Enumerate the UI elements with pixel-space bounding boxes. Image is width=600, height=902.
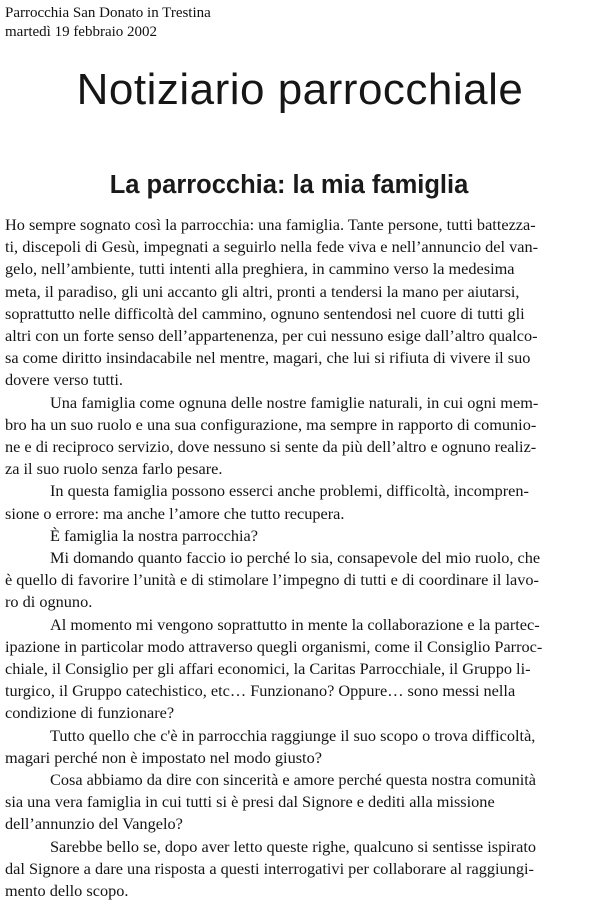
article-line: sa come diritto insindacabile nel mentre, magari, che lui si rifiuta di vivere il suo (5, 348, 531, 368)
article-line: soprattutto nelle difficoltà del cammino, ognuno sentendosi nel cuore di tutti gli (5, 303, 525, 323)
article-line: sia una vera famiglia in cui tutti si è presi dal Signore e dediti alla missione (5, 792, 495, 812)
article-title: La parrocchia: la mia famiglia (109, 171, 469, 199)
article-line: mento dello scopo. (5, 881, 129, 901)
article-line: È famiglia la nostra parrocchia? (50, 525, 258, 545)
article-line: Sarebbe bello se, dopo aver letto queste righe, qualcuno si sentisse ispirato (50, 836, 537, 856)
article-line: chiale, il Consiglio per gli affari economici, la Caritas Parrocchiale, il Gruppo li- (5, 659, 531, 679)
article-line: Mi domando quanto faccio io perché lo sia, consapevole del mio ruolo, che (50, 548, 541, 568)
article-line: Al momento mi vengono soprattutto in mente la collaborazione e la partec- (50, 614, 540, 634)
article-line: ne e di reciproco servizio, dove nessuno si sente da più dell’altro e ognuno realiz- (5, 437, 537, 457)
parish-name: Parrocchia San Donato in Trestina (5, 5, 211, 21)
newsletter-masthead: Notiziario parrocchiale (76, 65, 524, 114)
article-line: In questa famiglia possono esserci anche problemi, difficoltà, incompren- (50, 481, 529, 501)
article-line: ro di ognuno. (5, 592, 93, 612)
article-line: dovere verso tutti. (5, 370, 124, 390)
article-line: magari perché non è impostato nel modo giusto? (5, 747, 322, 767)
article-line: Cosa abbiamo da dire con sincerità e amore perché questa nostra comunità (50, 770, 536, 790)
article-line: Una famiglia come ognuna delle nostre famiglie naturali, in cui ogni mem- (50, 392, 539, 412)
article-line: ipazione in particolar modo attraverso quegli organismi, come il Consiglio Parroc- (5, 636, 543, 656)
article-line: meta, il paradiso, gli uni accanto gli altri, pronti a tendersi la mano per aiutarsi, (5, 281, 520, 301)
article-line: condizione di funzionare? (5, 703, 175, 723)
page-meta (5, 4, 211, 42)
article-body (5, 214, 590, 902)
article-line: altri con un forte senso dell’appartenenza, per cui nessuno esige dall’altro qualco- (5, 326, 538, 346)
article-line: Tutto quello che c'è in parrocchia raggiunge il suo scopo o trova difficoltà, (50, 725, 536, 745)
article-line: bro ha un suo ruolo e una sua configurazione, ma sempre in rapporto di comunio- (5, 414, 537, 434)
article-line: dell’annunzio del Vangelo? (5, 814, 183, 834)
article-line: Ho sempre sognato così la parrocchia: una famiglia. Tante persone, tutti battezza- (5, 215, 536, 234)
article-line: za il suo ruolo senza farlo pesare. (5, 459, 223, 479)
article-line: turgico, il Gruppo catechistico, etc… Funzionano? Oppure… sono messi nella (5, 681, 516, 701)
article-line: sione o errore: ma anche l’amore che tutto recupera. (5, 503, 345, 523)
article-line: è quello di favorire l’unità e di stimolare l’impegno di tutti e di coordinare il lavo- (5, 570, 539, 590)
article-line: ti, discepoli di Gesù, impegnati a seguirlo nella fede viva e nell’annuncio del van- (5, 237, 539, 257)
issue-date: martedì 19 febbraio 2002 (5, 24, 158, 40)
article-line: gelo, nell’ambiente, tutti intenti alla preghiera, in cammino verso la medesima (5, 259, 515, 279)
article-line: dal Signore a dare una risposta a questi interrogativi per collaborare al raggiungi- (5, 858, 534, 878)
